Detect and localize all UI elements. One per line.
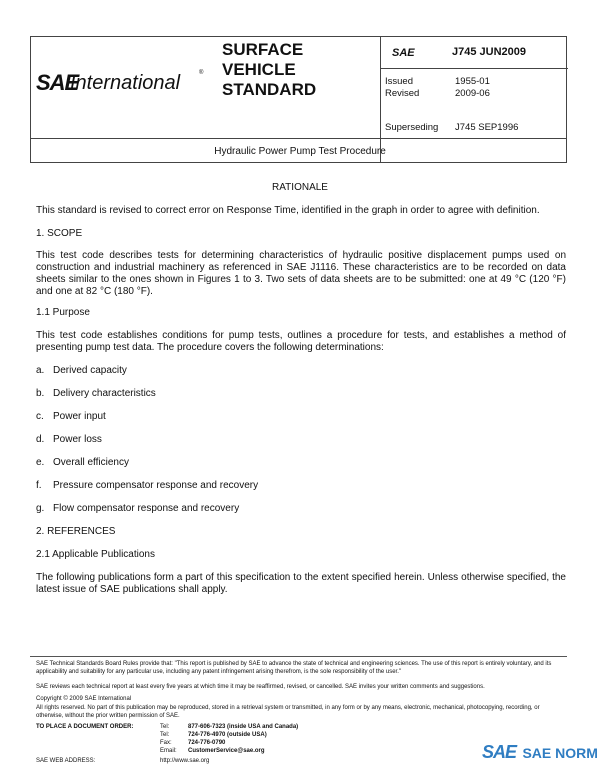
list-item-letter: g.: [36, 503, 45, 514]
list-item: Overall efficiency: [53, 457, 129, 468]
standard-type: [222, 40, 316, 100]
contact-label: Tel:: [160, 732, 170, 738]
standard-line: VEHICLE: [222, 60, 296, 79]
rationale-heading: RATIONALE: [272, 182, 328, 193]
standard-line: SURFACE: [222, 40, 304, 59]
standard-line: STANDARD: [222, 80, 317, 99]
list-item: Power loss: [53, 434, 102, 445]
sae-logo-mark: SAE: [36, 70, 79, 95]
list-item: Flow compensator response and recovery: [53, 503, 240, 514]
sae-small-logo: SAE: [392, 47, 415, 59]
footer-divider: [30, 656, 567, 657]
applicable-heading: 2.1 Applicable Publications: [36, 549, 155, 560]
superseding-value: J745 SEP1996: [455, 122, 519, 133]
contact-label: Email:: [160, 748, 177, 754]
contact-label: Fax:: [160, 740, 172, 746]
document-title: Hydraulic Power Pump Test Procedure: [214, 146, 386, 157]
contact-value: 724-776-0790: [188, 740, 226, 746]
web-label: SAE WEB ADDRESS:: [36, 758, 96, 764]
list-item: Pressure compensator response and recovery: [53, 480, 259, 491]
header-divider: [31, 138, 566, 139]
order-label: TO PLACE A DOCUMENT ORDER:: [36, 724, 134, 730]
list-item-letter: f.: [36, 480, 42, 491]
sae-norm-text: SAE NORM: [522, 745, 598, 761]
scope-heading: 1. SCOPE: [36, 228, 83, 239]
purpose-text: This test code establishes conditions for pump tests, outlines a procedure for tests, and establishes a method of presenting pump test data. The procedure covers the following determinations:: [36, 330, 566, 353]
doc-number: J745 JUN2009: [452, 46, 527, 58]
sae-norm-watermark: [482, 742, 598, 763]
web-value[interactable]: http://www.sae.org: [160, 758, 210, 764]
list-item-letter: b.: [36, 388, 45, 399]
rationale-text: This standard is revised to correct error on Response Time, identified in the graph in order to agree with definition.: [36, 205, 540, 216]
list-item: Derived capacity: [53, 365, 127, 376]
contact-label: Tel:: [160, 724, 170, 730]
scope-text: This test code describes tests for determining characteristics of hydraulic positive displacement pumps used on construction and industrial machinery as referenced in SAE J1116. These characteristics are to be recorded on data sheets similar to the ones shown in Figures 1 to 3. Two sets of data sheets are to be submitted: one at 49 °C (120 °F) and one at 82 °C (180 °F).: [36, 250, 566, 297]
list-item-letter: e.: [36, 457, 45, 468]
revised-value: 2009-06: [455, 88, 490, 99]
purpose-heading: 1.1 Purpose: [36, 307, 90, 318]
list-item-letter: a.: [36, 365, 45, 376]
contact-value: 877-606-7323 (inside USA and Canada): [188, 724, 299, 730]
references-heading: 2. REFERENCES: [36, 526, 116, 537]
list-item-letter: c.: [36, 411, 44, 422]
revised-label: Revised: [385, 88, 420, 99]
header-divider: [380, 37, 381, 162]
list-item: Delivery characteristics: [53, 388, 156, 399]
header-divider: [380, 68, 568, 69]
list-item: Power input: [53, 411, 106, 422]
applicable-text: The following publications form a part of this specification to the extent specified herein. Unless otherwise specified, the latest issue of SAE publications shall apply.: [36, 572, 566, 595]
issued-value: 1955-01: [455, 76, 490, 87]
sae-logo-text: International: [70, 72, 181, 94]
contact-value: CustomerService@sae.org: [188, 748, 265, 754]
trademark-symbol: ®: [199, 70, 204, 76]
footer-copyright: Copyright © 2009 SAE International: [36, 696, 132, 702]
footer-rules: SAE Technical Standards Board Rules provide that: "This report is published by SAE to advance the state of technical and engineering sciences. The use of this report is entirely voluntary, and its applicability and suitability for any particular use, including any patent infringement arising therefrom, is the sole responsibility of the user.": [36, 661, 552, 675]
issued-label: Issued: [385, 76, 413, 87]
list-item-letter: d.: [36, 434, 45, 445]
superseding-label: Superseding: [385, 122, 439, 133]
contact-value: 724-776-4970 (outside USA): [188, 732, 267, 738]
sae-norm-logo-mark: SAE: [482, 742, 517, 762]
footer-rights: All rights reserved. No part of this publication may be reproduced, stored in a retrieval system or transmitted, in any form or by any means, electronic, mechanical, photocopying, recording, or otherwise, without the prior written permission of SAE.: [36, 705, 540, 719]
footer-review: SAE reviews each technical report at least every five years at which time it may be reaffirmed, revised, or cancelled. SAE invites your written comments and suggestions.: [36, 684, 485, 690]
